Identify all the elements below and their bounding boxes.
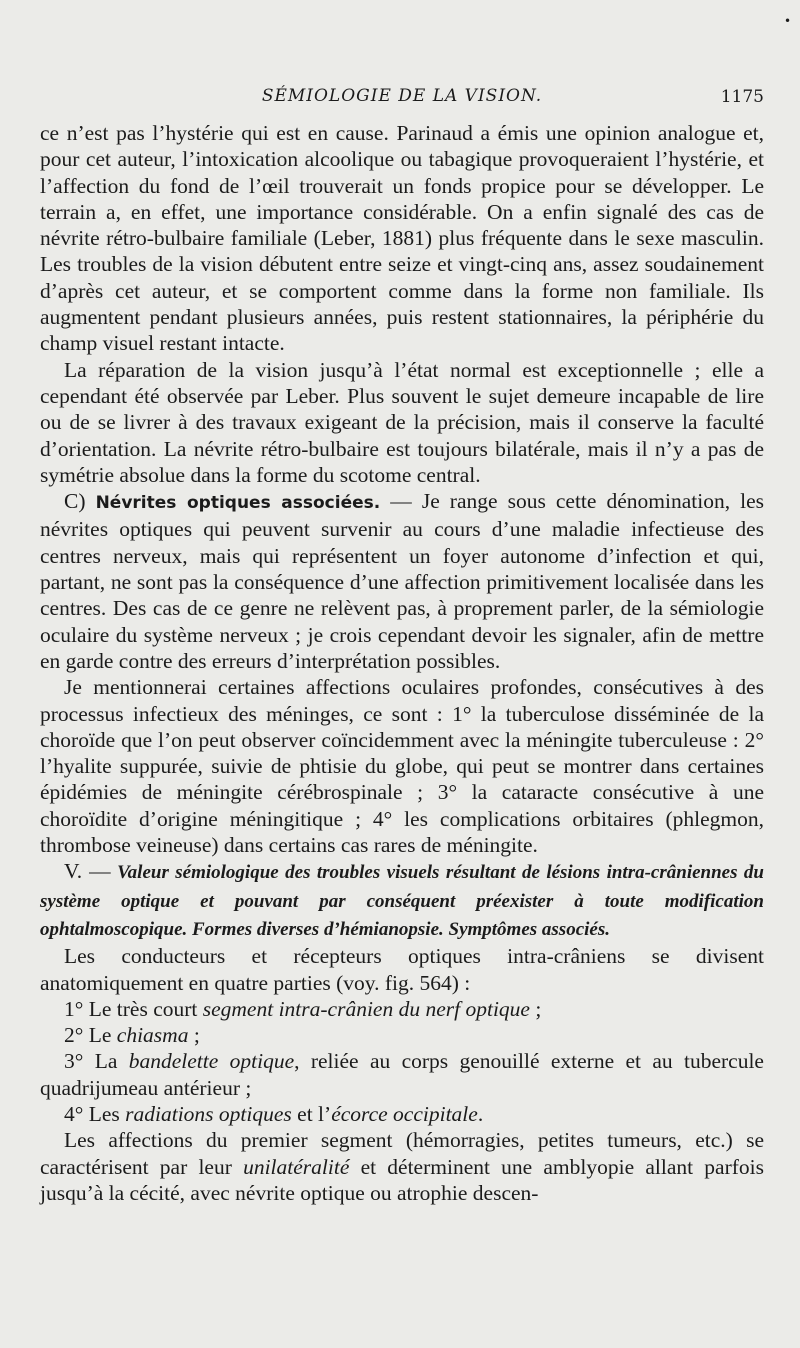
list-item-1-term: segment intra-crânien du nerf optique [202,996,530,1021]
paragraph-2: La réparation de la vision jusqu’à l’état normal est exceptionnelle ; elle a cependant été observée par Leber. Plus souvent le sujet demeure incapable de lire ou de se livrer à des travaux exigeant de la précision, mais il conserve la faculté d’orientation. La névrite rétro-bulbaire est toujours bilatérale, mais il n’y a pas de symétrie absolue dans la forme du scotome central. [40,357,764,487]
paragraph-3 [40,488,764,674]
list-item-2-prefix: 2° Le [64,1023,117,1048]
paragraph-4: Je mentionnerai certaines affections oculaires profondes, consécutives à des processus infectieux des méninges, ce sont : 1° la tuberculose disséminée de la choroïde que l’on peut observer coïncidemment avec la méningite tuberculeuse : 2° l’hyalite suppurée, suivie de phtisie du globe, qui peut se montrer dans certaines épidémies de méningite cérébrospinale ; 3° la cataracte consécutive à une choroïdite d’origine méningitique ; 4° les complications orbitaires (phlegmon, thrombose veineuse) dans certains cas rares de méningite. [40,675,764,858]
list-item-4 [40,1101,764,1127]
body-text [40,120,764,1206]
list-item-4-term: radiations optiques [125,1101,292,1126]
list-item-3-term: bandelette optique [128,1049,295,1074]
list-item-3 [40,1048,764,1101]
list-item-2-term: chiasma [116,1023,189,1048]
list-item-4-end: . [477,1101,484,1126]
corner-mark: • [784,14,792,28]
paragraph-7-end: et déterminent une amblyopie allant parfois jusqu’à la cécité, avec névrite optique ou atrophie descen- [40,1154,764,1205]
running-title: SÉMIOLOGIE DE LA VISION. [261,86,543,106]
list-item-1 [40,996,764,1022]
paragraph-6: Les conducteurs et récepteurs optiques intra-crâniens se divisent anatomiquement en quatre parties (voy. fig. 564) : [40,944,764,995]
list-item-2 [40,1022,764,1048]
paragraph-7-start: Les affections du premier segment (hémorragies, petites tumeurs, etc.) se caractérisent par leur [40,1128,764,1179]
section-heading-v: Valeur sémiologique des troubles visuels résultant de lésions intra-crâniennes du système optique et pouvant par conséquent préexister à toute modification ophtalmoscopique. Formes diverses d’hémianopsie. Symptômes associés. [40,862,764,940]
paragraph-3-text: — Je range sous cette dénomination, les névrites optiques qui peuvent survenir au cours d’une maladie infectieuse des centres nerveux, mais qui représentent un foyer autonome d’infection et qui, partant, ne sont pas la conséquence d’une affection primitivement localisée dans les centres. Des cas de ce genre ne relèvent pas, à proprement parler, de la sémiologie oculaire du système nerveux ; je crois cependant devoir les signaler, afin de mettre en garde contre des erreurs d’interprétation possibles. [40,489,765,673]
running-head [40,86,764,110]
paragraph-1: ce n’est pas l’hystérie qui est en cause. Parinaud a émis une opinion analogue et, pour cet auteur, l’intoxication alcoolique ou tabagique provoqueraient l’hystérie, et l’affection du fond de l’œil trouverait un fonds propice pour se développer. Le terrain a, en effet, une importance considérable. On a enfin signalé des cas de névrite rétro-bulbaire familiale (Leber, 1881) plus fréquente dans le sexe masculin. Les troubles de la vision débutent entre seize et vingt-cinq ans, assez soudainement d’après cet auteur, et se comportent comme dans la forme non familiale. Ils augmentent pendant plusieurs années, puis restent stationnaires, la périphérie du champ visuel restant intacte. [40,121,764,356]
page-number: 1175 [720,87,764,107]
section-heading-c: Névrites optiques associées. [95,493,381,514]
paragraph-7-term: unilatéralité [243,1154,350,1179]
paragraph-7 [40,1127,764,1206]
paragraph-5 [40,858,764,943]
section-label-v: V. — [64,859,111,884]
list-item-3-end: , reliée au corps genouillé externe et au tubercule quadrijumeau antérieur ; [40,1049,764,1100]
section-label-c: C) [64,489,86,514]
list-item-4-prefix: 4° Les [64,1101,126,1126]
list-item-1-prefix: 1° Le très court [64,996,203,1021]
list-item-4-mid: et l’ [291,1101,332,1126]
list-item-3-prefix: 3° La [64,1049,129,1074]
list-item-4-term-2: écorce occipitale [331,1101,478,1126]
list-item-2-end: ; [188,1023,200,1048]
list-item-1-end: ; [529,996,542,1021]
